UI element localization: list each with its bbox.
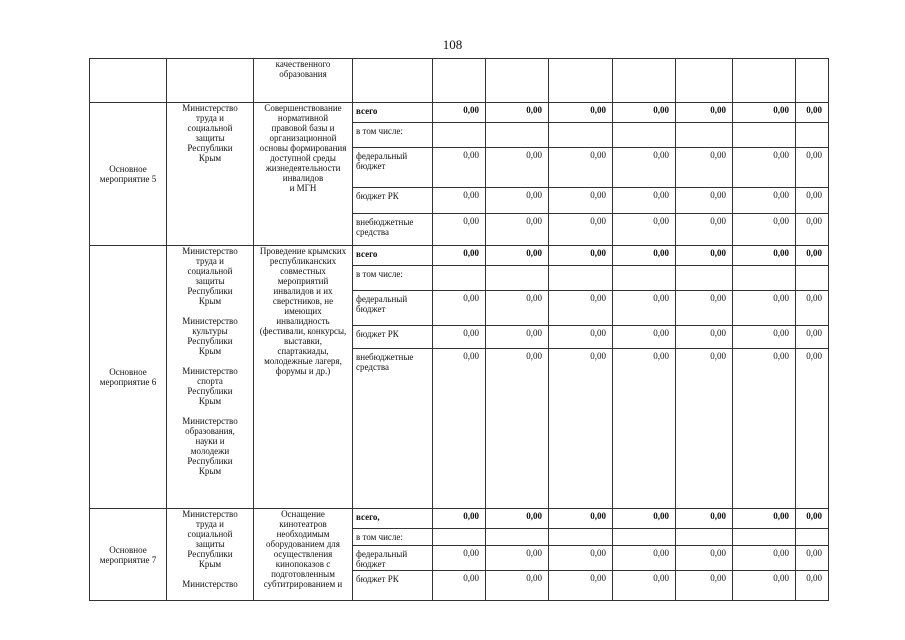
value-cell xyxy=(733,266,796,291)
value-cell: 0,00 xyxy=(433,509,486,529)
value-cell: 0,00 xyxy=(486,148,549,188)
value-cell: 0,00 xyxy=(676,246,733,266)
value-cell: 0,00 xyxy=(796,571,829,601)
value-cell: 0,00 xyxy=(676,291,733,326)
executor-cell xyxy=(167,246,254,509)
value-cell: 0,00 xyxy=(486,188,549,214)
value-cell: 0,00 xyxy=(676,571,733,601)
value-cell: 0,00 xyxy=(613,326,676,349)
value-cell: 0,00 xyxy=(613,103,676,123)
value-cell: 0,00 xyxy=(676,509,733,529)
value-cell: 0,00 xyxy=(549,349,613,509)
value-cell xyxy=(613,266,676,291)
value-cell xyxy=(733,59,796,103)
value-cell: 0,00 xyxy=(433,188,486,214)
event-name-cell: Основное мероприятие 7 xyxy=(90,509,167,601)
executor-name: Министерство культуры Республики Крым xyxy=(182,316,238,356)
value-cell xyxy=(733,123,796,148)
value-cell xyxy=(613,123,676,148)
value-cell: 0,00 xyxy=(613,188,676,214)
funding-source-label: федеральный бюджет xyxy=(353,291,433,326)
value-cell: 0,00 xyxy=(486,246,549,266)
value-cell: 0,00 xyxy=(796,291,829,326)
value-cell: 0,00 xyxy=(796,148,829,188)
value-cell: 0,00 xyxy=(433,349,486,509)
value-cell: 0,00 xyxy=(733,326,796,349)
value-cell: 0,00 xyxy=(549,326,613,349)
value-cell: 0,00 xyxy=(486,291,549,326)
value-cell xyxy=(486,529,549,546)
goal-cell: Оснащение кинотеатров необходимым оборудованием для осуществления кинопоказов с подготовленным субтитрированием и xyxy=(254,509,353,601)
funding-source-label: внебюджетные средства xyxy=(353,214,433,246)
value-cell xyxy=(676,123,733,148)
value-cell: 0,00 xyxy=(433,291,486,326)
value-cell: 0,00 xyxy=(613,148,676,188)
executor-name: Министерство образования, науки и молодежи Республики Крым xyxy=(182,416,238,476)
value-cell: 0,00 xyxy=(433,571,486,601)
value-cell: 0,00 xyxy=(796,326,829,349)
source-cell xyxy=(353,59,433,103)
funding-source-label: внебюджетные средства xyxy=(353,349,433,509)
value-cell xyxy=(796,529,829,546)
value-cell: 0,00 xyxy=(676,349,733,509)
value-cell xyxy=(733,529,796,546)
value-cell: 0,00 xyxy=(733,246,796,266)
value-cell: 0,00 xyxy=(796,546,829,571)
value-cell xyxy=(433,266,486,291)
value-cell: 0,00 xyxy=(486,214,549,246)
funding-source-label: в том числе: xyxy=(353,266,433,291)
goal-cell: Проведение крымских республиканских совместных мероприятий инвалидов и их сверстников, не имеющих инвалидность (фестивали, конкурсы, выставки, спартакиады, молодежные лагеря, форумы и др.) xyxy=(254,246,353,509)
value-cell xyxy=(486,266,549,291)
value-cell: 0,00 xyxy=(486,326,549,349)
value-cell: 0,00 xyxy=(549,571,613,601)
value-cell xyxy=(676,59,733,103)
value-cell: 0,00 xyxy=(613,546,676,571)
funding-source-label: федеральный бюджет xyxy=(353,148,433,188)
value-cell: 0,00 xyxy=(486,509,549,529)
funding-source-label: всего, xyxy=(353,509,433,529)
page-number: 108 xyxy=(442,37,463,52)
table-row xyxy=(90,59,829,103)
value-cell: 0,00 xyxy=(433,214,486,246)
value-cell: 0,00 xyxy=(486,546,549,571)
value-cell xyxy=(549,59,613,103)
value-cell: 0,00 xyxy=(613,214,676,246)
value-cell xyxy=(433,123,486,148)
value-cell xyxy=(613,59,676,103)
funding-source-label: в том числе: xyxy=(353,123,433,148)
value-cell: 0,00 xyxy=(733,349,796,509)
value-cell xyxy=(486,59,549,103)
value-cell: 0,00 xyxy=(733,546,796,571)
executor-name: Министерство спорта Республики Крым xyxy=(182,366,238,406)
value-cell: 0,00 xyxy=(486,103,549,123)
value-cell: 0,00 xyxy=(549,291,613,326)
funding-source-label: бюджет РК xyxy=(353,188,433,214)
value-cell: 0,00 xyxy=(549,246,613,266)
value-cell: 0,00 xyxy=(796,188,829,214)
value-cell: 0,00 xyxy=(549,509,613,529)
value-cell: 0,00 xyxy=(733,509,796,529)
value-cell: 0,00 xyxy=(433,326,486,349)
value-cell: 0,00 xyxy=(796,349,829,509)
value-cell: 0,00 xyxy=(486,349,549,509)
value-cell: 0,00 xyxy=(796,246,829,266)
executor-name: Министерство xyxy=(182,579,238,589)
value-cell xyxy=(549,266,613,291)
value-cell: 0,00 xyxy=(613,246,676,266)
value-cell: 0,00 xyxy=(549,188,613,214)
executor-name: Министерство труда и социальной защиты Республики Крым xyxy=(182,509,238,569)
value-cell: 0,00 xyxy=(676,546,733,571)
value-cell: 0,00 xyxy=(676,103,733,123)
event-name-cell: Основное мероприятие 6 xyxy=(90,246,167,509)
value-cell: 0,00 xyxy=(733,103,796,123)
table-row xyxy=(90,103,829,123)
value-cell xyxy=(433,529,486,546)
value-cell: 0,00 xyxy=(613,571,676,601)
value-cell: 0,00 xyxy=(549,103,613,123)
value-cell xyxy=(613,529,676,546)
value-cell: 0,00 xyxy=(433,103,486,123)
value-cell xyxy=(676,529,733,546)
value-cell: 0,00 xyxy=(676,148,733,188)
program-table xyxy=(89,58,829,601)
value-cell xyxy=(549,529,613,546)
value-cell: 0,00 xyxy=(433,246,486,266)
value-cell: 0,00 xyxy=(733,571,796,601)
executor-cell xyxy=(167,509,254,601)
value-cell xyxy=(549,123,613,148)
value-cell: 0,00 xyxy=(733,188,796,214)
funding-source-label: федеральный бюджет xyxy=(353,546,433,571)
value-cell: 0,00 xyxy=(549,214,613,246)
value-cell xyxy=(676,266,733,291)
funding-source-label: в том числе: xyxy=(353,529,433,546)
funding-source-label: бюджет РК xyxy=(353,326,433,349)
value-cell xyxy=(433,59,486,103)
executor-name: Министерство труда и социальной защиты Республики Крым xyxy=(182,246,238,306)
value-cell: 0,00 xyxy=(796,214,829,246)
table-row xyxy=(90,246,829,266)
value-cell: 0,00 xyxy=(549,148,613,188)
goal-cell: качественного образования xyxy=(254,59,353,103)
value-cell: 0,00 xyxy=(796,103,829,123)
table-row xyxy=(90,509,829,529)
value-cell: 0,00 xyxy=(433,148,486,188)
value-cell: 0,00 xyxy=(613,349,676,509)
funding-source-label: всего xyxy=(353,103,433,123)
value-cell xyxy=(796,123,829,148)
funding-source-label: всего xyxy=(353,246,433,266)
value-cell: 0,00 xyxy=(613,291,676,326)
value-cell: 0,00 xyxy=(796,509,829,529)
value-cell: 0,00 xyxy=(733,148,796,188)
executor-name: Министерство труда и социальной защиты Республики Крым xyxy=(182,103,238,163)
value-cell: 0,00 xyxy=(613,509,676,529)
value-cell xyxy=(486,123,549,148)
value-cell: 0,00 xyxy=(549,546,613,571)
value-cell xyxy=(796,266,829,291)
value-cell: 0,00 xyxy=(676,326,733,349)
executor-cell xyxy=(167,59,254,103)
value-cell: 0,00 xyxy=(676,188,733,214)
value-cell: 0,00 xyxy=(486,571,549,601)
value-cell: 0,00 xyxy=(733,291,796,326)
executor-cell xyxy=(167,103,254,246)
value-cell xyxy=(796,59,829,103)
value-cell: 0,00 xyxy=(676,214,733,246)
goal-cell: Совершенствование нормативной правовой базы и организационной основы формирования доступной среды жизнедеятельности инвалидов и МГН xyxy=(254,103,353,246)
name-cell xyxy=(90,59,167,103)
value-cell: 0,00 xyxy=(433,546,486,571)
event-name-cell: Основное мероприятие 5 xyxy=(90,103,167,246)
value-cell: 0,00 xyxy=(733,214,796,246)
funding-source-label: бюджет РК xyxy=(353,571,433,601)
